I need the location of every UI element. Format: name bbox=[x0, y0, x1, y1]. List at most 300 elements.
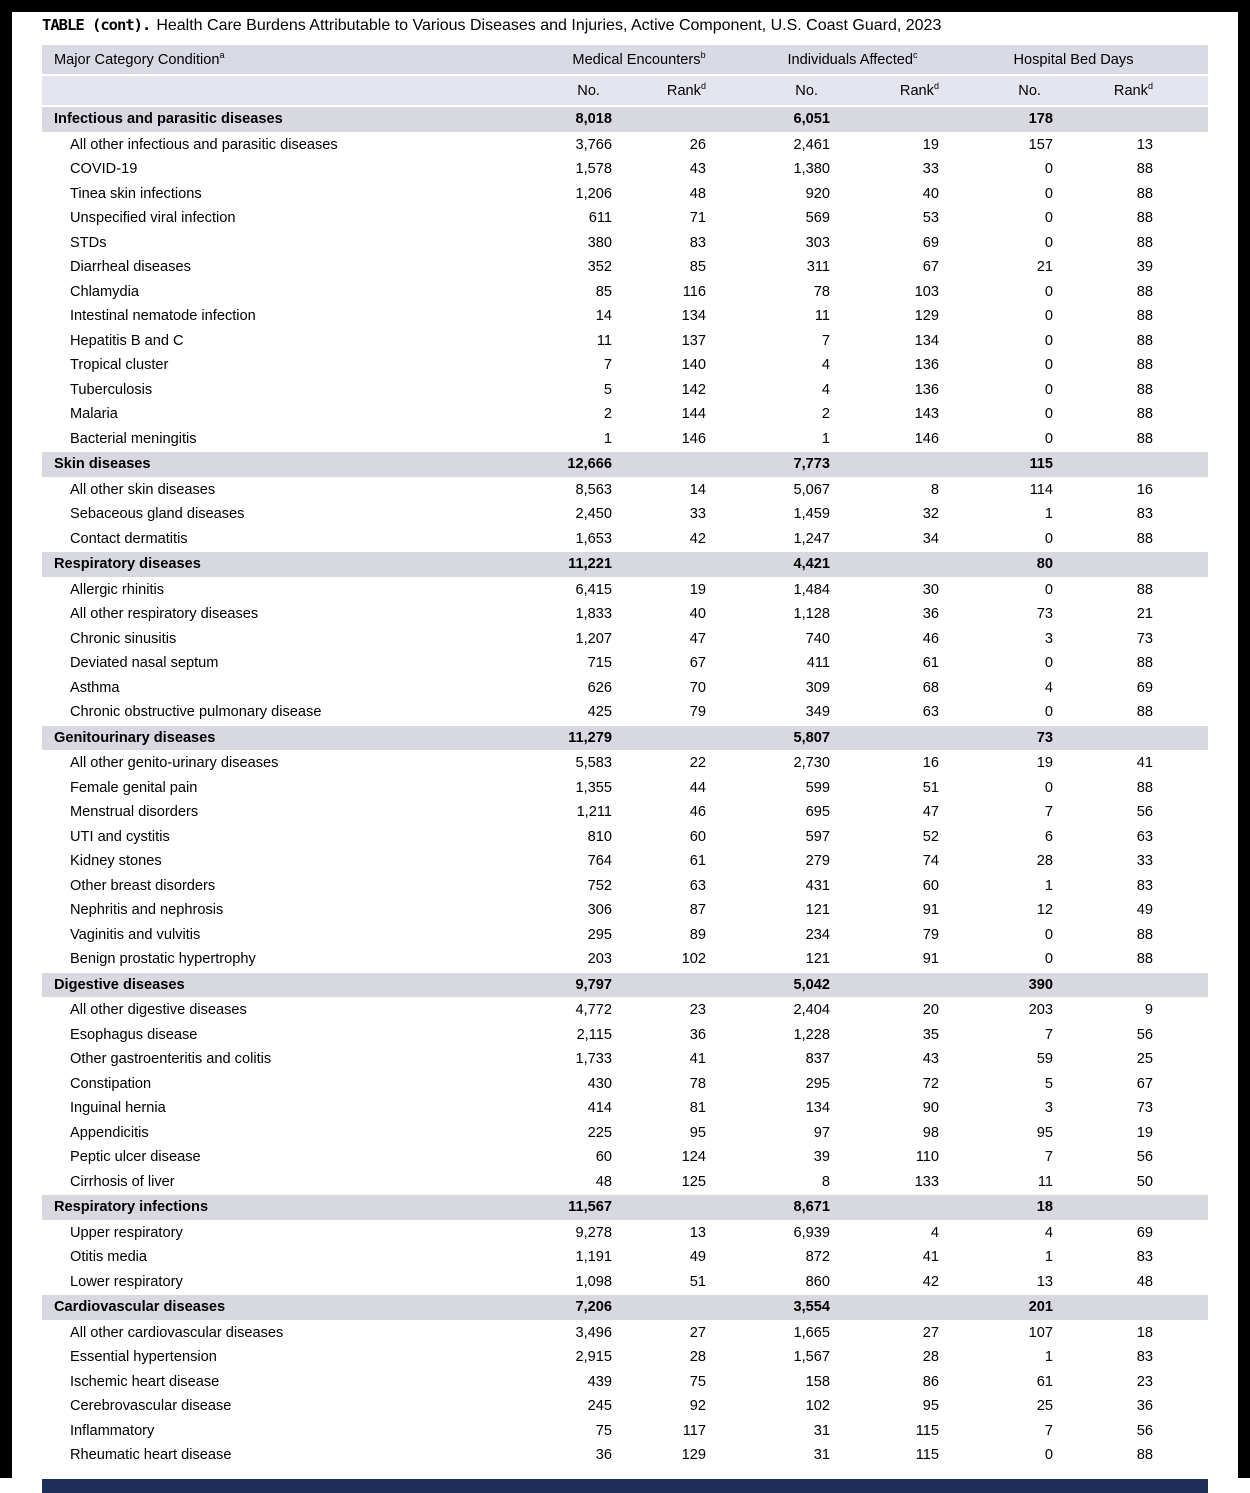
ia-no-cell: 121 bbox=[805, 951, 830, 968]
ia-rank-cell: 52 bbox=[922, 828, 939, 845]
hbd-no-cell: 25 bbox=[1036, 1398, 1053, 1415]
section-hbd-rank bbox=[1053, 552, 1208, 578]
condition-cell: Cerebrovascular disease bbox=[70, 1398, 232, 1415]
section-me-no: 7,206 bbox=[482, 1295, 612, 1321]
ia-rank-cell: 143 bbox=[914, 406, 939, 423]
hbd-rank-cell: 16 bbox=[1136, 481, 1153, 498]
ia-rank-cell: 61 bbox=[922, 655, 939, 672]
me-no-cell: 8,563 bbox=[575, 481, 612, 498]
hbd-rank-cell: 56 bbox=[1136, 804, 1153, 821]
condition-cell: Chlamydia bbox=[70, 283, 139, 300]
me-rank-cell: 63 bbox=[689, 877, 706, 894]
me-rank-cell: 51 bbox=[689, 1273, 706, 1290]
ia-rank-cell: 86 bbox=[922, 1373, 939, 1390]
me-no-cell: 1 bbox=[603, 430, 612, 447]
ia-no-cell: 39 bbox=[813, 1149, 830, 1166]
section-me-rank bbox=[612, 106, 706, 132]
me-no-cell: 414 bbox=[587, 1100, 612, 1117]
me-no-cell: 764 bbox=[587, 853, 612, 870]
condition-cell: COVID-19 bbox=[70, 161, 138, 178]
me-no-cell: 2,915 bbox=[575, 1349, 612, 1366]
me-rank-header: Rank$^d$ bbox=[612, 75, 706, 106]
table-row bbox=[42, 1170, 1208, 1195]
ia-rank-cell: 42 bbox=[922, 1273, 939, 1290]
ia-rank-cell: 69 bbox=[922, 234, 939, 251]
ia-no-header: No. bbox=[706, 75, 830, 106]
section-hbd-rank bbox=[1053, 452, 1208, 478]
ia-rank-cell: 68 bbox=[922, 679, 939, 696]
table-row bbox=[42, 206, 1208, 231]
hbd-rank-cell: 88 bbox=[1136, 381, 1153, 398]
ia-no-cell: 121 bbox=[805, 902, 830, 919]
me-no-cell: 1,191 bbox=[575, 1249, 612, 1266]
hbd-rank-cell: 83 bbox=[1136, 1349, 1153, 1366]
condition-cell: Malaria bbox=[70, 406, 118, 423]
header-group-row bbox=[42, 45, 1208, 75]
section-hbd-rank bbox=[1053, 1195, 1208, 1221]
condition-cell: Kidney stones bbox=[70, 853, 162, 870]
condition-cell: Other gastroenteritis and colitis bbox=[70, 1051, 272, 1068]
hbd-no-cell: 0 bbox=[1044, 926, 1053, 943]
table-title-prefix: TABLE (cont). bbox=[42, 16, 151, 34]
hbd-rank-cell: 88 bbox=[1136, 530, 1153, 547]
hbd-no-cell: 0 bbox=[1044, 357, 1053, 374]
section-me-rank bbox=[612, 725, 706, 751]
hbd-rank-cell: 49 bbox=[1136, 902, 1153, 919]
section-row bbox=[42, 1195, 1208, 1221]
ia-no-cell: 7 bbox=[821, 332, 830, 349]
condition-cell: Tinea skin infections bbox=[70, 185, 202, 202]
ia-rank-cell: 129 bbox=[914, 308, 939, 325]
me-rank-cell: 13 bbox=[689, 1224, 706, 1241]
section-me-rank bbox=[612, 452, 706, 478]
section-hbd-rank bbox=[1053, 972, 1208, 998]
me-rank-cell: 146 bbox=[681, 430, 706, 447]
table-row bbox=[42, 353, 1208, 378]
ia-no-cell: 1,247 bbox=[793, 530, 830, 547]
me-no-cell: 225 bbox=[587, 1124, 612, 1141]
hbd-rank-cell: 88 bbox=[1136, 926, 1153, 943]
ia-rank-cell: 8 bbox=[930, 481, 939, 498]
me-rank-cell: 92 bbox=[689, 1398, 706, 1415]
ia-rank-cell: 115 bbox=[915, 1422, 939, 1439]
me-rank-cell: 142 bbox=[681, 381, 706, 398]
ia-no-cell: 349 bbox=[805, 704, 830, 721]
ia-rank-header: Rank$^d$ bbox=[830, 75, 939, 106]
hbd-rank-cell: 18 bbox=[1136, 1324, 1153, 1341]
ia-no-cell: 431 bbox=[805, 877, 830, 894]
page-content bbox=[12, 12, 1238, 1493]
table-row bbox=[42, 998, 1208, 1023]
section-name: Genitourinary diseases bbox=[42, 725, 482, 751]
hbd-rank-cell: 25 bbox=[1136, 1051, 1153, 1068]
ia-no-cell: 2,461 bbox=[793, 136, 830, 153]
hbd-no-cell: 12 bbox=[1036, 902, 1053, 919]
condition-cell: Hepatitis B and C bbox=[70, 332, 184, 349]
table-row bbox=[42, 923, 1208, 948]
hbd-rank-cell: 56 bbox=[1136, 1422, 1153, 1439]
hbd-rank-cell: 88 bbox=[1136, 332, 1153, 349]
hbd-no-cell: 0 bbox=[1044, 381, 1053, 398]
ia-no-cell: 920 bbox=[805, 185, 830, 202]
hbd-no-cell: 95 bbox=[1036, 1124, 1053, 1141]
condition-cell: Chronic sinusitis bbox=[70, 630, 177, 647]
me-no-cell: 1,733 bbox=[575, 1051, 612, 1068]
condition-cell: All other infectious and parasitic diseases bbox=[70, 136, 338, 153]
hbd-no-cell: 1 bbox=[1044, 506, 1053, 523]
condition-cell: Vaginitis and vulvitis bbox=[70, 926, 201, 943]
hbd-no-cell: 59 bbox=[1036, 1051, 1053, 1068]
me-no-cell: 14 bbox=[595, 308, 612, 325]
section-name: Skin diseases bbox=[42, 452, 482, 478]
ia-rank-cell: 27 bbox=[922, 1324, 939, 1341]
section-ia-rank bbox=[830, 972, 939, 998]
table-row bbox=[42, 1072, 1208, 1097]
me-no-cell: 1,355 bbox=[575, 779, 612, 796]
ia-no-cell: 599 bbox=[805, 779, 830, 796]
me-rank-cell: 75 bbox=[689, 1373, 706, 1390]
empty-header-cell bbox=[42, 75, 482, 106]
health-burdens-table bbox=[42, 45, 1208, 1468]
hbd-no-cell: 4 bbox=[1044, 679, 1053, 696]
hbd-rank-cell: 88 bbox=[1136, 1447, 1153, 1464]
section-me-rank bbox=[612, 972, 706, 998]
me-rank-cell: 14 bbox=[689, 481, 706, 498]
condition-cell: STDs bbox=[70, 234, 107, 251]
section-me-no: 8,018 bbox=[482, 106, 612, 132]
condition-cell: Cirrhosis of liver bbox=[70, 1173, 175, 1190]
ia-no-cell: 31 bbox=[813, 1422, 830, 1439]
section-ia-rank bbox=[830, 106, 939, 132]
me-rank-cell: 140 bbox=[681, 357, 706, 374]
condition-cell: Asthma bbox=[70, 679, 120, 696]
me-rank-cell: 79 bbox=[689, 704, 706, 721]
table-row bbox=[42, 378, 1208, 403]
section-me-rank bbox=[612, 1195, 706, 1221]
ia-no-cell: 1,567 bbox=[793, 1349, 830, 1366]
ia-rank-cell: 136 bbox=[914, 357, 939, 374]
ia-rank-cell: 72 bbox=[922, 1075, 939, 1092]
ia-no-cell: 234 bbox=[805, 926, 830, 943]
hbd-rank-cell: 88 bbox=[1136, 779, 1153, 796]
ia-rank-cell: 43 bbox=[922, 1051, 939, 1068]
hbd-no-cell: 5 bbox=[1044, 1075, 1053, 1092]
ia-no-cell: 2,404 bbox=[793, 1002, 830, 1019]
ia-rank-cell: 134 bbox=[914, 332, 939, 349]
hbd-rank-cell: 88 bbox=[1136, 283, 1153, 300]
hbd-no-cell: 0 bbox=[1044, 210, 1053, 227]
section-me-no: 11,221 bbox=[482, 552, 612, 578]
table-row bbox=[42, 427, 1208, 452]
me-rank-cell: 137 bbox=[681, 332, 706, 349]
hbd-no-cell: 4 bbox=[1044, 1224, 1053, 1241]
ia-no-cell: 872 bbox=[805, 1249, 830, 1266]
table-row bbox=[42, 700, 1208, 725]
hbd-rank-cell: 88 bbox=[1136, 704, 1153, 721]
ia-no-cell: 11 bbox=[814, 308, 830, 325]
hbd-no-cell: 1 bbox=[1044, 877, 1053, 894]
me-no-cell: 752 bbox=[587, 877, 612, 894]
table-row bbox=[42, 577, 1208, 602]
me-rank-cell: 26 bbox=[689, 136, 706, 153]
ia-no-cell: 97 bbox=[813, 1124, 830, 1141]
section-ia-rank bbox=[830, 1195, 939, 1221]
section-ia-no: 5,807 bbox=[706, 725, 830, 751]
table-row bbox=[42, 947, 1208, 972]
me-no-cell: 5,583 bbox=[575, 755, 612, 772]
hbd-rank-cell: 36 bbox=[1136, 1398, 1153, 1415]
ia-rank-cell: 115 bbox=[915, 1447, 939, 1464]
hbd-rank-cell: 39 bbox=[1136, 259, 1153, 276]
me-rank-cell: 33 bbox=[689, 506, 706, 523]
me-no-cell: 9,278 bbox=[575, 1224, 612, 1241]
condition-cell: Otitis media bbox=[70, 1249, 148, 1266]
table-row bbox=[42, 898, 1208, 923]
ia-rank-cell: 95 bbox=[922, 1398, 939, 1415]
table-row bbox=[42, 627, 1208, 652]
ia-no-cell: 860 bbox=[805, 1273, 830, 1290]
me-rank-cell: 42 bbox=[689, 530, 706, 547]
hbd-rank-cell: 69 bbox=[1136, 1224, 1153, 1241]
ia-rank-cell: 41 bbox=[922, 1249, 939, 1266]
section-row bbox=[42, 1295, 1208, 1321]
hbd-rank-cell: 83 bbox=[1136, 1249, 1153, 1266]
me-rank-cell: 117 bbox=[682, 1422, 706, 1439]
hbd-no-cell: 3 bbox=[1044, 630, 1053, 647]
condition-column-header: Major Category Condition$^a$ bbox=[42, 45, 482, 75]
hbd-no-cell: 0 bbox=[1044, 1447, 1053, 1464]
ia-no-cell: 158 bbox=[805, 1373, 830, 1390]
section-hbd-rank bbox=[1053, 725, 1208, 751]
hbd-rank-cell: 13 bbox=[1136, 136, 1153, 153]
table-row bbox=[42, 602, 1208, 627]
section-ia-no: 3,554 bbox=[706, 1295, 830, 1321]
me-rank-cell: 78 bbox=[689, 1075, 706, 1092]
footnote-marker-b: b bbox=[700, 49, 706, 60]
me-rank-cell: 67 bbox=[689, 655, 706, 672]
me-rank-cell: 41 bbox=[689, 1051, 706, 1068]
hbd-no-cell: 1 bbox=[1044, 1349, 1053, 1366]
me-no-cell: 2 bbox=[603, 406, 612, 423]
table-row bbox=[42, 676, 1208, 701]
ia-rank-cell: 40 bbox=[922, 185, 939, 202]
ia-no-cell: 303 bbox=[805, 234, 830, 251]
ia-rank-cell: 60 bbox=[922, 877, 939, 894]
hospital-bed-days-header: Hospital Bed Days bbox=[939, 45, 1208, 75]
me-no-cell: 7 bbox=[603, 357, 612, 374]
table-row bbox=[42, 776, 1208, 801]
table-row bbox=[42, 304, 1208, 329]
me-rank-cell: 22 bbox=[689, 755, 706, 772]
condition-cell: All other genito-urinary diseases bbox=[70, 755, 279, 772]
me-no-cell: 36 bbox=[595, 1447, 612, 1464]
me-no-cell: 245 bbox=[587, 1398, 612, 1415]
condition-cell: Benign prostatic hypertrophy bbox=[70, 951, 256, 968]
section-name: Infectious and parasitic diseases bbox=[42, 106, 482, 132]
hbd-rank-cell: 88 bbox=[1136, 581, 1153, 598]
section-me-no: 11,279 bbox=[482, 725, 612, 751]
footnote-marker-d: d bbox=[933, 80, 939, 91]
table-row bbox=[42, 1121, 1208, 1146]
hbd-rank-cell: 83 bbox=[1136, 877, 1153, 894]
section-hbd-no: 18 bbox=[939, 1195, 1053, 1221]
me-rank-cell: 44 bbox=[689, 779, 706, 796]
section-me-no: 12,666 bbox=[482, 452, 612, 478]
ia-no-cell: 1,380 bbox=[793, 161, 830, 178]
hbd-rank-cell: 21 bbox=[1136, 606, 1153, 623]
condition-cell: Chronic obstructive pulmonary disease bbox=[70, 704, 322, 721]
ia-rank-cell: 91 bbox=[922, 951, 939, 968]
ia-no-cell: 279 bbox=[805, 853, 830, 870]
table-row bbox=[42, 329, 1208, 354]
hbd-no-cell: 203 bbox=[1028, 1002, 1053, 1019]
hbd-no-cell: 61 bbox=[1036, 1373, 1053, 1390]
me-rank-cell: 81 bbox=[689, 1100, 706, 1117]
table-row bbox=[42, 751, 1208, 776]
ia-no-cell: 837 bbox=[805, 1051, 830, 1068]
ia-rank-cell: 136 bbox=[914, 381, 939, 398]
me-rank-cell: 46 bbox=[689, 804, 706, 821]
me-no-cell: 4,772 bbox=[575, 1002, 612, 1019]
ia-rank-cell: 79 bbox=[922, 926, 939, 943]
section-ia-no: 6,051 bbox=[706, 106, 830, 132]
hbd-rank-cell: 73 bbox=[1136, 1100, 1153, 1117]
hbd-rank-cell: 33 bbox=[1136, 853, 1153, 870]
condition-cell: Allergic rhinitis bbox=[70, 581, 165, 598]
hbd-no-cell: 7 bbox=[1044, 1422, 1053, 1439]
hbd-no-cell: 0 bbox=[1044, 655, 1053, 672]
hbd-no-cell: 73 bbox=[1036, 606, 1053, 623]
hbd-no-cell: 107 bbox=[1028, 1324, 1053, 1341]
condition-cell: Tuberculosis bbox=[70, 381, 153, 398]
section-row bbox=[42, 972, 1208, 998]
hbd-rank-cell: 88 bbox=[1136, 430, 1153, 447]
me-rank-cell: 89 bbox=[689, 926, 706, 943]
table-row bbox=[42, 1443, 1208, 1468]
me-rank-cell: 60 bbox=[689, 828, 706, 845]
me-rank-cell: 144 bbox=[681, 406, 706, 423]
ia-no-cell: 6,939 bbox=[793, 1224, 830, 1241]
ia-rank-cell: 19 bbox=[922, 136, 939, 153]
hbd-no-cell: 0 bbox=[1044, 161, 1053, 178]
condition-cell: Contact dermatitis bbox=[70, 530, 188, 547]
table-row bbox=[42, 849, 1208, 874]
me-no-cell: 380 bbox=[587, 234, 612, 251]
section-name: Cardiovascular diseases bbox=[42, 1295, 482, 1321]
hbd-rank-cell: 88 bbox=[1136, 210, 1153, 227]
me-no-cell: 425 bbox=[587, 704, 612, 721]
table-row bbox=[42, 1370, 1208, 1395]
me-no-cell: 2,450 bbox=[575, 506, 612, 523]
table-row bbox=[42, 1047, 1208, 1072]
me-rank-cell: 125 bbox=[681, 1173, 706, 1190]
ia-no-cell: 1,484 bbox=[793, 581, 830, 598]
condition-cell: Essential hypertension bbox=[70, 1349, 217, 1366]
hbd-no-cell: 0 bbox=[1044, 779, 1053, 796]
ia-rank-cell: 33 bbox=[922, 161, 939, 178]
ia-no-cell: 597 bbox=[805, 828, 830, 845]
hbd-no-cell: 7 bbox=[1044, 804, 1053, 821]
me-rank-cell: 85 bbox=[689, 259, 706, 276]
hbd-rank-cell: 67 bbox=[1136, 1075, 1153, 1092]
ia-no-cell: 2,730 bbox=[793, 755, 830, 772]
me-rank-cell: 28 bbox=[689, 1349, 706, 1366]
me-no-cell: 5 bbox=[603, 381, 612, 398]
hbd-rank-cell: 88 bbox=[1136, 357, 1153, 374]
condition-cell: Appendicitis bbox=[70, 1124, 149, 1141]
me-no-cell: 1,206 bbox=[575, 185, 612, 202]
ia-rank-cell: 4 bbox=[930, 1224, 939, 1241]
table-bottom-rule bbox=[42, 1479, 1208, 1493]
table-row bbox=[42, 1394, 1208, 1419]
me-no-cell: 85 bbox=[595, 283, 612, 300]
me-no-cell: 430 bbox=[587, 1075, 612, 1092]
section-hbd-rank bbox=[1053, 1295, 1208, 1321]
me-no-cell: 1,207 bbox=[575, 630, 612, 647]
hbd-rank-cell: 56 bbox=[1136, 1149, 1153, 1166]
table-row bbox=[42, 1320, 1208, 1345]
section-me-no: 11,567 bbox=[482, 1195, 612, 1221]
section-row bbox=[42, 552, 1208, 578]
me-rank-cell: 23 bbox=[689, 1002, 706, 1019]
hbd-no-cell: 11 bbox=[1037, 1173, 1053, 1190]
hbd-rank-cell: 19 bbox=[1136, 1124, 1153, 1141]
hbd-rank-cell: 69 bbox=[1136, 679, 1153, 696]
table-row bbox=[42, 1270, 1208, 1295]
table-row bbox=[42, 825, 1208, 850]
me-no-cell: 2,115 bbox=[576, 1026, 612, 1043]
ia-no-cell: 1,665 bbox=[793, 1324, 830, 1341]
ia-no-cell: 1,228 bbox=[793, 1026, 830, 1043]
section-ia-rank bbox=[830, 725, 939, 751]
ia-rank-cell: 63 bbox=[922, 704, 939, 721]
hbd-rank-cell: 88 bbox=[1136, 308, 1153, 325]
me-no-cell: 611 bbox=[588, 210, 612, 227]
hbd-no-cell: 0 bbox=[1044, 234, 1053, 251]
me-rank-cell: 19 bbox=[689, 581, 706, 598]
table-row bbox=[42, 132, 1208, 157]
me-no-cell: 1,833 bbox=[575, 606, 612, 623]
section-me-rank bbox=[612, 552, 706, 578]
section-ia-no: 8,671 bbox=[706, 1195, 830, 1221]
ia-rank-cell: 16 bbox=[922, 755, 939, 772]
ia-no-cell: 2 bbox=[821, 406, 830, 423]
hbd-no-cell: 0 bbox=[1044, 430, 1053, 447]
table-row bbox=[42, 800, 1208, 825]
me-no-cell: 6,415 bbox=[575, 581, 612, 598]
hbd-no-cell: 6 bbox=[1044, 828, 1053, 845]
footnote-marker-d: d bbox=[700, 80, 706, 91]
section-me-no: 9,797 bbox=[482, 972, 612, 998]
ia-no-cell: 1,128 bbox=[793, 606, 830, 623]
me-no-cell: 3,766 bbox=[575, 136, 612, 153]
me-no-cell: 1,653 bbox=[575, 530, 612, 547]
table-row bbox=[42, 402, 1208, 427]
hbd-no-cell: 0 bbox=[1044, 308, 1053, 325]
ia-rank-cell: 46 bbox=[922, 630, 939, 647]
medical-encounters-header: Medical Encounters$^b$ bbox=[482, 45, 706, 75]
condition-cell: Inguinal hernia bbox=[70, 1100, 166, 1117]
ia-rank-cell: 98 bbox=[922, 1124, 939, 1141]
section-ia-no: 7,773 bbox=[706, 452, 830, 478]
ia-no-cell: 411 bbox=[806, 655, 830, 672]
hbd-no-cell: 1 bbox=[1044, 1249, 1053, 1266]
hbd-no-cell: 28 bbox=[1036, 853, 1053, 870]
table-body bbox=[42, 45, 1208, 1468]
table-row bbox=[42, 502, 1208, 527]
ia-rank-cell: 32 bbox=[922, 506, 939, 523]
hbd-rank-cell: 88 bbox=[1136, 406, 1153, 423]
